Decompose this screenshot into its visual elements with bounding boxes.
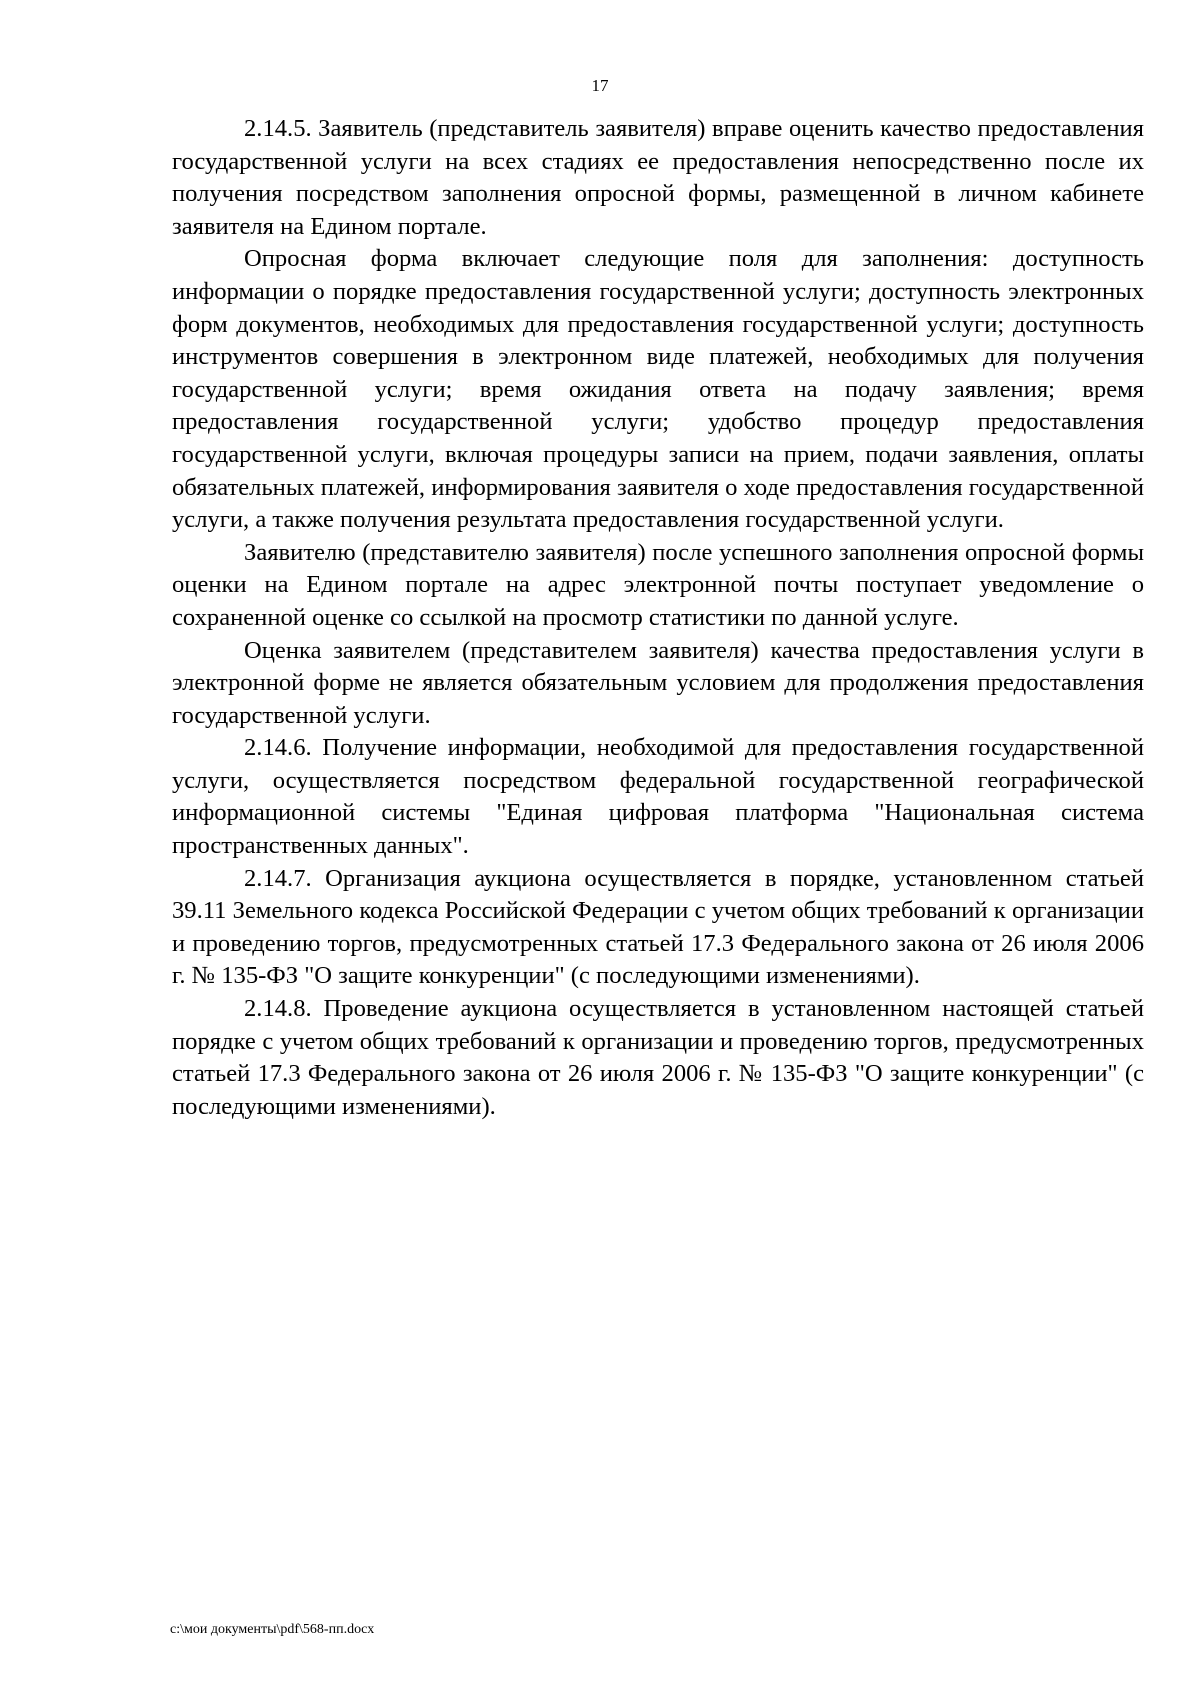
page-number: 17 (591, 76, 609, 95)
footer-file-path: c:\мои документы\pdf\568-пп.docx (170, 1622, 375, 1637)
paragraph-notification: Заявителю (представителю заявителя) после успешного заполнения опросной формы оценки на Едином портале на адрес электронной почты поступает уведомление о сохраненной оценке со ссылкой на просмотр статистики по данной услуге. (172, 538, 1144, 631)
paragraph-2-14-5: 2.14.5. Заявитель (представитель заявителя) вправе оценить качество предоставления государственной услуги на всех стадиях ее предоставления непосредственно после их получения посредством заполнения опросной формы, размещенной в личном кабинете заявителя на Едином портале. (172, 115, 1144, 240)
paragraph-2-14-6: 2.14.6. Получение информации, необходимой для предоставления государственной услуги, осуществляется посредством федеральной государственной географической информационной системы "Единая цифровая платформа "Национальная система пространственных данных". (172, 734, 1144, 860)
paragraph-2-14-8: 2.14.8. Проведение аукциона осуществляется в установленном настоящей статьей порядке с учетом общих требований к организации и проведению торгов, предусмотренных статьей 17.3 Федерального закона от 26 июля 2006 г. № 135-ФЗ "О защите конкуренции" (с последующими изменениями). (172, 995, 1144, 1120)
document-body (172, 113, 1144, 1123)
paragraph-assessment-optional: Оценка заявителем (представителем заявителя) качества предоставления услуги в электронной форме не является обязательным условием для продолжения предоставления государственной услуги. (172, 636, 1144, 729)
paragraph-2-14-7: 2.14.7. Организация аукциона осуществляется в порядке, установленном статьей 39.11 Земельного кодекса Российской Федерации с учетом общих требований к организации и проведению торгов, предусмотренных статьей 17.3 Федерального закона от 26 июля 2006 г. № 135-ФЗ "О защите конкуренции" (с последующими изменениями). (172, 864, 1144, 990)
paragraph-survey-form: Опросная форма включает следующие поля для заполнения: доступность информации о порядке предоставления государственной услуги; доступность электронных форм документов, необходимых для предоставления государственной услуги; доступность инструментов совершения в электронном виде платежей, необходимых для получения государственной услуги; время ожидания ответа на подачу заявления; время предоставления государственной услуги; удобство процедур предоставления государственной услуги, включая процедуры записи на прием, подачи заявления, оплаты обязательных платежей, информирования заявителя о ходе предоставления государственной услуги, а также получения результата предоставления государственной услуги. (172, 245, 1144, 534)
